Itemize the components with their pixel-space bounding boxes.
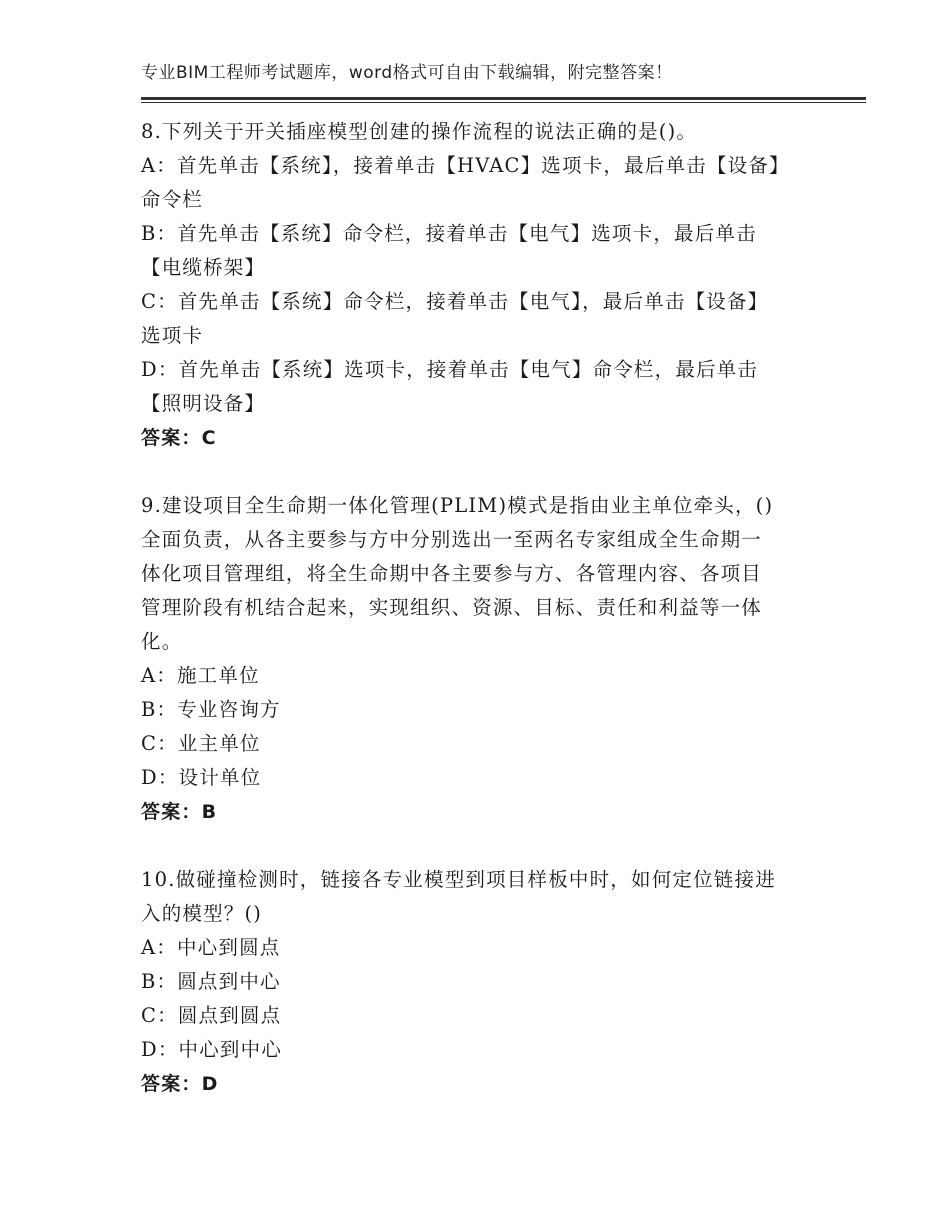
question-9-stem-line-5: 化。: [141, 630, 183, 653]
question-8-option-d-cont: 【照明设备】: [141, 392, 266, 415]
question-9-option-b: B：专业咨询方: [141, 698, 281, 721]
question-10-option-c: C：圆点到圆点: [141, 1004, 282, 1027]
question-8-option-b: B：首先单击【系统】命令栏，接着单击【电气】选项卡，最后单击: [141, 222, 757, 245]
question-9-stem-line-1: 9.建设项目全生命期一体化管理(PLIM)模式是指由业主单位牵头，(): [141, 494, 774, 517]
question-9-stem-line-2: 全面负责，从各主要参与方中分别选出一至两名专家组成全生命期一: [141, 528, 763, 551]
question-8-option-c-cont: 选项卡: [141, 324, 204, 347]
question-9-stem-line-3: 体化项目管理组，将全生命期中各主要参与方、各管理内容、各项目: [141, 562, 763, 585]
question-8: [141, 115, 821, 455]
question-9-option-a: A：施工单位: [141, 664, 260, 687]
question-8-option-d: D：首先单击【系统】选项卡，接着单击【电气】命令栏，最后单击: [141, 358, 759, 381]
question-8-option-b-cont: 【电缆桥架】: [141, 256, 266, 279]
question-9: [141, 489, 821, 829]
question-9-stem-line-4: 管理阶段有机结合起来，实现组织、资源、目标、责任和利益等一体: [141, 596, 763, 619]
question-10-option-b: B：圆点到中心: [141, 970, 281, 993]
question-10-stem-line-1: 10.做碰撞检测时，链接各专业模型到项目样板中时，如何定位链接进: [141, 868, 776, 891]
question-8-answer: 答案：C: [141, 427, 217, 449]
question-10-option-d: D：中心到中心: [141, 1038, 283, 1061]
question-9-option-c: C：业主单位: [141, 732, 261, 755]
question-10-stem-line-2: 入的模型？(): [141, 902, 263, 925]
question-10-answer: 答案：D: [141, 1073, 219, 1095]
header-rule-thin: [141, 102, 866, 103]
question-10: [141, 863, 821, 1101]
question-8-option-c: C：首先单击【系统】命令栏，接着单击【电气】，最后单击【设备】: [141, 290, 769, 313]
question-8-option-a: A：首先单击【系统】，接着单击【HVAC】选项卡，最后单击【设备】: [141, 154, 790, 177]
header-rule-thick: [141, 97, 866, 100]
question-9-option-d: D：设计单位: [141, 766, 262, 789]
page-header: 专业BIM工程师考试题库，word格式可自由下载编辑，附完整答案！: [141, 63, 673, 83]
question-8-option-a-cont: 命令栏: [141, 188, 204, 211]
question-9-answer: 答案：B: [141, 801, 218, 823]
question-8-stem: 8.下列关于开关插座模型创建的操作流程的说法正确的是()。: [141, 120, 698, 143]
question-10-option-a: A：中心到圆点: [141, 936, 281, 959]
question-list: [141, 115, 821, 1135]
